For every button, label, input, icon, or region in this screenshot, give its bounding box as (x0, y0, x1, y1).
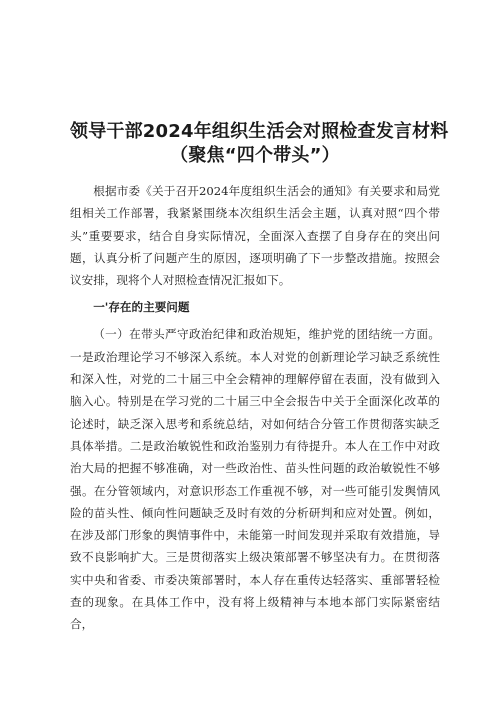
intro-paragraph: 根据市委《关于召开2024年度组织生活会的通知》有关要求和局党组相关工作部署，我紧紧围绕本次组织生活会主题，认真对照“四个带头”重要要求，结合自身实际情况，全面深入查摆了自身存在的突出问题，认真分析了问题产生的原因，逐项明确了下一步整改措施。按照会议安排，现将个人对照检查情况汇报如下。 (70, 184, 440, 288)
section-heading: 一'存在的主要问题 (93, 300, 190, 315)
title-line-2: （聚焦“四个带头”） (170, 145, 340, 166)
title-line-1: 领导干部2024年组织生活会对照检查发言材料 (70, 121, 449, 142)
document-body (70, 180, 440, 636)
section-paragraph: （一）在带头严守政治纪律和政治规矩，维护党的团结统一方面。一是政治理论学习不够深入系统。本人对党的创新理论学习缺乏系统性和深入性，对党的二十届三中全会精神的理解停留在表面，没有做到入脑入心。特别是在学习党的二十届三中全会报告中关于全面深化改革的论述时，缺乏深入思考和系统总结，对如何结合分管工作贯彻落实缺乏具体举措。二是政治敏锐性和政治鉴别力有待提升。本人在工作中对政治大局的把握不够准确，对一些政治性、苗头性问题的政治敏锐性不够强。在分管领域内，对意识形态工作重视不够，对一些可能引发舆情风险的苗头性、倾向性问题缺乏及时有效的分析研判和应对处置。例如，在涉及部门形象的舆情事件中，未能第一时间发现并采取有效措施，导致不良影响扩大。三是贯彻落实上级决策部署不够坚决有力。在贯彻落实中央和省委、市委决策部署时，本人存在重传达轻落实、重部署轻检查的现象。在具体工作中，没有将上级精神与本地本部门实际紧密结合， (70, 327, 440, 632)
document-title (70, 120, 449, 168)
